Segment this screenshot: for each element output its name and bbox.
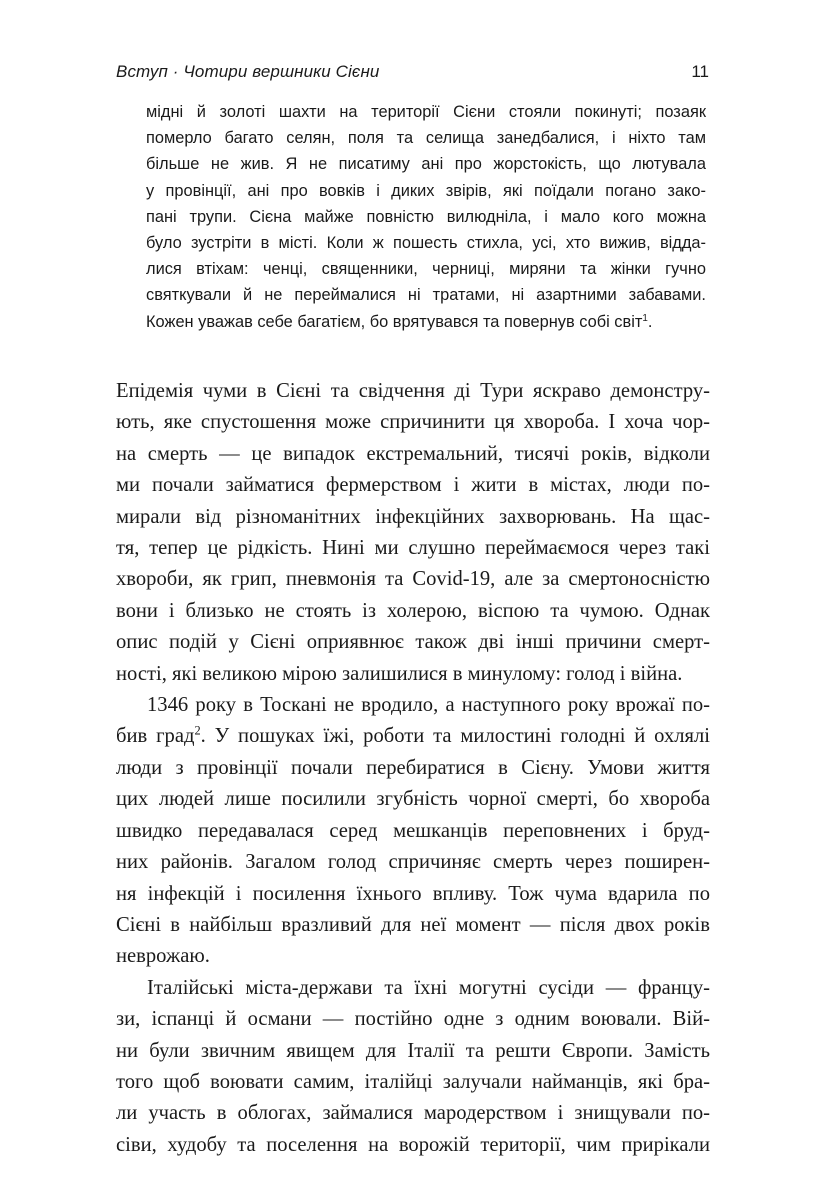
paragraph-line-text: . У пошуках їжі, роботи та милостині голодні й охлялі <box>200 725 710 748</box>
paragraph-line-text: Італійські міста-держави та їхні могутні сусіди — францу- <box>147 976 710 999</box>
paragraph-line: ють, яке спустошення може спричинити ця хвороба. І хоча чор- <box>116 411 710 434</box>
quote-line-text: Кожен уважав себе багатієм, бо врятувався та повернув собі світ <box>146 312 643 331</box>
paragraph-line: ня інфекцій і посилення їхнього впливу. Тож чума вдарила по <box>116 882 710 905</box>
paragraph-line: на смерть — це випадок екстремальний, тисячі років, відколи <box>116 442 710 465</box>
paragraph-line: ності, які великою мірою залишилися в минулому: голод і війна. <box>116 662 683 685</box>
paragraph-line: ми почали займатися фермерством і жити в містах, люди по- <box>116 474 710 497</box>
paragraph-line: ли участь в облогах, займалися мародерством і знищували по- <box>116 1102 710 1125</box>
paragraph-line-with-footnote <box>116 721 710 752</box>
paragraph-line: зи, іспанці й османи — постійно одне з одним воювали. Вій- <box>116 1008 710 1031</box>
paragraph-line: Сієні в найбільш вразливий для неї момент — після двох років <box>116 913 710 936</box>
paragraph-line: цих людей лише посилили згубність чорної смерті, бо хвороба <box>116 788 710 811</box>
paragraph-line: тя, тепер це рідкість. Нині ми слушно переймаємося через такі <box>116 537 710 560</box>
quote-line: у провінції, ані про вовків і диких звірів, які поїдали погано зако- <box>146 181 706 200</box>
footnote-ref-2[interactable]: 2 <box>194 724 201 739</box>
paragraph-line: неврожаю. <box>116 945 210 968</box>
quote-end-punct: . <box>647 312 653 331</box>
quote-line: більше не жив. Я не писатиму ані про жорстокість, що лютувала <box>146 155 706 174</box>
paragraph-1 <box>116 376 710 690</box>
paragraph-line: них районів. Загалом голод спричиняє смерть через поширен- <box>116 851 710 874</box>
paragraph-line: сіви, худобу та поселення на ворожій території, чим прирікали <box>116 1133 710 1156</box>
block-quote <box>146 99 706 335</box>
quote-line: лися втіхам: ченці, священники, черниці, миряни та жінки гучно <box>146 260 706 279</box>
quote-line: святкували й не переймалися ні тратами, ні азартними забавами. <box>146 286 706 305</box>
footnote-ref-1[interactable]: 1 <box>642 312 648 324</box>
body-text <box>116 376 710 1161</box>
paragraph-line: опис подій у Сієні оприявнює також дві інші причини смерт- <box>116 631 710 654</box>
page-number: 11 <box>691 62 709 81</box>
paragraph-line-text: 1346 року в Тоскані не вродило, а наступного року врожаї по- <box>147 694 710 717</box>
quote-line: було зустріти в місті. Коли ж пошесть стихла, усі, хто вижив, відда- <box>146 234 706 253</box>
quote-last-line <box>146 309 706 335</box>
paragraph-line: Епідемія чуми в Сієні та свідчення ді Тури яскраво демонстру- <box>116 380 710 402</box>
paragraph-line: люди з провінції почали перебиратися в Сієну. Умови життя <box>116 756 710 779</box>
paragraph-first-line <box>116 690 710 721</box>
paragraph-3 <box>116 973 710 1161</box>
paragraph-first-line <box>116 973 710 1004</box>
running-title: Вступ · Чотири вершники Сієни <box>116 62 380 81</box>
quote-line: померло багато селян, поля та селища занедбалися, і ніхто там <box>146 129 706 148</box>
quote-line: пані трупи. Сієна майже повністю вилюдніла, і мало кого можна <box>146 207 706 226</box>
paragraph-line-text: бив град <box>116 725 195 748</box>
paragraph-line: хвороби, як грип, пневмонія та Covid-19, але за смертоносністю <box>116 568 710 591</box>
paragraph-line: швидко передавалася серед мешканців переповнених і бруд- <box>116 819 710 842</box>
paragraph-line: того щоб воювати самим, італійці залучали найманців, які бра- <box>116 1070 710 1093</box>
paragraph-line: вони і близько не стоять із холерою, віспою та чумою. Однак <box>116 599 710 622</box>
paragraph-line: мирали від різноманітних інфекційних захворювань. На щас- <box>116 505 710 528</box>
quote-line: мідні й золоті шахти на території Сієни стояли покинуті; позаяк <box>146 103 706 121</box>
paragraph-2 <box>116 690 710 973</box>
running-head <box>116 62 709 86</box>
paragraph-line: ни були звичним явищем для Італії та решти Європи. Замість <box>116 1039 710 1062</box>
